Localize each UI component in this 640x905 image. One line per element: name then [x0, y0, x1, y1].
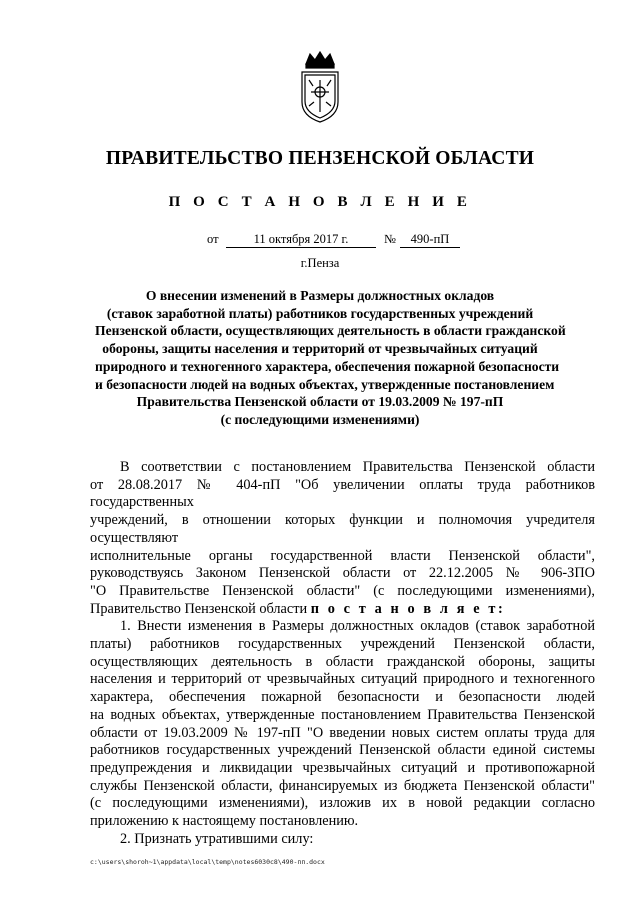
title-line: (ставок заработной платы) работников государственных учреждений [106, 305, 534, 321]
body-line: приложению к настоящему постановлению. [90, 813, 359, 830]
document-type: П О С Т А Н О В Л Е Н И Е [168, 194, 472, 210]
file-path-footer: c:\users\shoroh~1\appdata\local\temp\notes6030c8\490-пп.docx [90, 858, 325, 866]
document-date: 11 октября 2017 г. [226, 232, 376, 248]
title-line: Пензенской области, осуществляющих деятельность в области гражданской [95, 323, 566, 339]
document-body [90, 459, 595, 848]
body-line: 2. Признать утратившими силу: [120, 830, 314, 847]
title-line: обороны, защиты населения и территорий от чрезвычайных ситуаций [102, 341, 538, 357]
date-prefix: от [207, 232, 219, 246]
body-line: характера, обеспечения пожарной безопасности и безопасности людей [90, 689, 595, 706]
body-line: Правительство Пензенской области [90, 600, 308, 617]
body-line: службы Пензенской области, финансируемых из бюджета Пензенской области" [90, 777, 595, 794]
title-line: (с последующими изменениями) [220, 411, 420, 427]
title-line: Правительства Пензенской области от 19.03.2009 № 197-пП [136, 394, 504, 410]
coat-of-arms-emblem [297, 50, 343, 124]
number-prefix: № [384, 232, 396, 246]
body-line: предупреждения и ликвидации чрезвычайных ситуаций и противопожарной [90, 759, 595, 776]
title-line: и безопасности людей на водных объектах, утвержденные постановлением [95, 376, 555, 392]
body-line: 1. Внести изменения в Размеры должностных окладов (ставок заработной [120, 618, 595, 635]
body-line: на водных объектах, утвержденные постановлением Правительства Пензенской [90, 706, 595, 723]
body-line: осуществляющих деятельность в области гражданской обороны, защиты [90, 653, 595, 670]
body-line: исполнительные органы государственной власти Пензенской области", [90, 547, 595, 564]
body-line: от 28.08.2017 № 404-пП "Об увеличении оплаты труда работников государственных [90, 476, 595, 511]
body-line: населения и территорий от чрезвычайных ситуаций природного и техногенного [90, 671, 595, 688]
body-line: В соответствии с постановлением Правительства Пензенской области [120, 459, 595, 475]
document-number: 490-пП [400, 232, 460, 248]
government-name: ПРАВИТЕЛЬСТВО ПЕНЗЕНСКОЙ ОБЛАСТИ [105, 148, 535, 169]
document-city: г.Пенза [300, 256, 340, 270]
body-line: работников государственных учреждений Пензенской области единой системы [90, 742, 595, 759]
body-line: руководствуясь Законом Пензенской области от 22.12.2005 № 906-ЗПО [90, 565, 595, 582]
title-line: природного и техногенного характера, обеспечения пожарной безопасности [95, 358, 560, 374]
body-line: области от 19.03.2009 № 197-пП "О введении новых систем оплаты труда для [90, 724, 595, 741]
body-line: учреждений, в отношении которых функции и полномочия учредителя осуществляют [90, 512, 595, 546]
body-line-resolves [90, 601, 595, 619]
resolves-word: п о с т а н о в л я е т: [310, 600, 506, 617]
body-line: платы) работников государственных учреждений Пензенской области, [90, 636, 595, 653]
date-number-line [0, 232, 640, 252]
body-line: (с последующими изменениями), изложив их в новой редакции согласно [90, 795, 595, 812]
document-title [95, 287, 566, 429]
title-line: О внесении изменений в Размеры должностных окладов [145, 288, 495, 303]
body-line: "О Правительстве Пензенской области" (с последующими изменениями), [90, 582, 595, 599]
